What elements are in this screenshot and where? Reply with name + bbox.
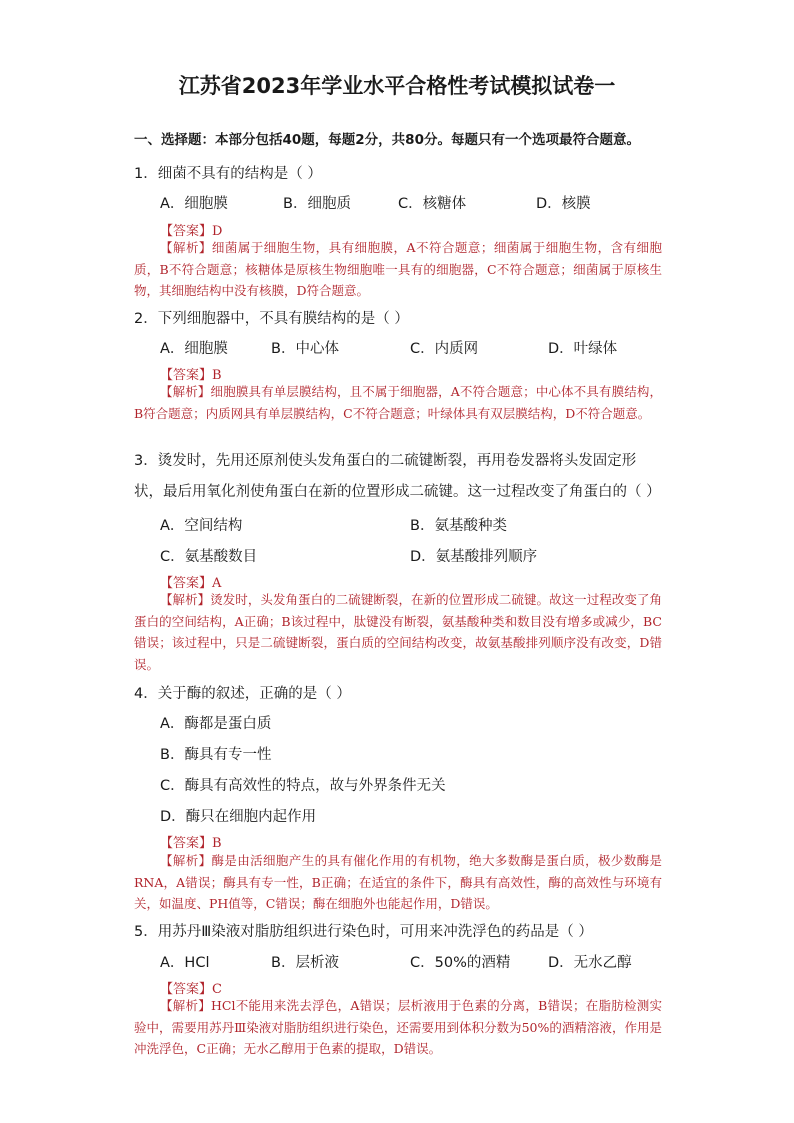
question-4-stem: 4．关于酶的叙述，正确的是（ ） (134, 686, 351, 702)
question-2-option-a: A．细胞膜 (160, 341, 228, 357)
question-1-explanation: 【解析】细菌属于细胞生物，具有细胞膜，A不符合题意；细菌属于细胞生物，含有细胞质，B不符合题意；核糖体是原核生物细胞唯一具有的细胞器，C不符合题意；细菌属于原核生物，其细胞结构中没有核膜，D符合题意。 (134, 240, 662, 298)
question-5-option-a: A．HCl (160, 955, 210, 971)
question-4-explanation: 【解析】酶是由活细胞产生的具有催化作用的有机物，绝大多数酶是蛋白质，极少数酶是RNA，A错误；酶具有专一性，B正确；在适宜的条件下，酶具有高效性，酶的高效性与环境有关，如温度、PH值等，C错误；酶在细胞外也能起作用，D错误。 (134, 853, 662, 911)
question-3-explanation: 【解析】烫发时，头发角蛋白的二硫键断裂，在新的位置形成二硫键。故这一过程改变了角蛋白的空间结构，A正确；B该过程中，肽键没有断裂，氨基酸种类和数目没有增多或减少，BC错误；该过程中，只是二硫键断裂，蛋白质的空间结构改变，故氨基酸排列顺序没有改变，D错误。 (134, 592, 662, 672)
question-3-option-b: B．氨基酸种类 (410, 518, 507, 534)
question-5-explanation: 【解析】HCl不能用来洗去浮色，A错误；层析液用于色素的分离，B错误；在脂肪检测实验中，需要用苏丹Ⅲ染液对脂肪组织进行染色，还需要用到体积分数为50%的酒精溶液，作用是冲洗浮色，C正确；无水乙醇用于色素的提取，D错误。 (134, 998, 662, 1056)
question-3-option-c: C．氨基酸数目 (160, 549, 258, 565)
question-1-stem: 1．细菌不具有的结构是（ ） (134, 166, 322, 182)
question-3-option-d: D．氨基酸排列顺序 (410, 549, 538, 565)
question-5-option-d: D．无水乙醇 (548, 955, 632, 971)
question-2-option-c: C．内质网 (410, 341, 479, 357)
question-1-option-a: A．细胞膜 (160, 196, 228, 212)
page-title: 江苏省2023年学业水平合格性考试模拟试卷一 (178, 74, 616, 98)
question-3-option-a: A．空间结构 (160, 518, 243, 534)
question-2-stem: 2．下列细胞器中，不具有膜结构的是（ ） (134, 311, 409, 327)
question-5-stem: 5．用苏丹Ⅲ染液对脂肪组织进行染色时，可用来冲洗浮色的药品是（ ） (134, 924, 593, 940)
question-5-option-b: B．层析液 (271, 955, 339, 971)
question-4-option-c: C．酶具有高效性的特点，故与外界条件无关 (160, 778, 446, 794)
question-1-answer: 【答案】D (160, 224, 223, 239)
question-4-answer: 【答案】B (160, 836, 222, 851)
question-1-option-c: C．核糖体 (398, 196, 467, 212)
question-5-answer: 【答案】C (160, 982, 222, 997)
question-1-option-b: B．细胞质 (283, 196, 351, 212)
question-3-stem: 3．烫发时，先用还原剂使头发角蛋白的二硫键断裂，再用卷发器将头发固定形状，最后用氧化剂使角蛋白在新的位置形成二硫键。这一过程改变了角蛋白的（ ） (134, 453, 661, 500)
question-5-option-c: C．50%的酒精 (410, 955, 511, 971)
question-4-option-b: B．酶具有专一性 (160, 747, 272, 763)
section-instructions: 一、选择题：本部分包括40题，每题2分，共80分。每题只有一个选项最符合题意。 (134, 132, 640, 148)
question-2-option-d: D．叶绿体 (548, 341, 618, 357)
question-2-explanation: 【解析】细胞膜具有单层膜结构，且不属于细胞器，A不符合题意；中心体不具有膜结构，B符合题意；内质网具有单层膜结构，C不符合题意；叶绿体具有双层膜结构，D不符合题意。 (134, 384, 662, 421)
question-2-option-b: B．中心体 (271, 341, 339, 357)
question-1-option-d: D．核膜 (536, 196, 591, 212)
question-2-answer: 【答案】B (160, 368, 222, 383)
question-3-answer: 【答案】A (160, 576, 222, 591)
question-4-option-a: A．酶都是蛋白质 (160, 716, 272, 732)
question-4-option-d: D．酶只在细胞内起作用 (160, 809, 317, 825)
